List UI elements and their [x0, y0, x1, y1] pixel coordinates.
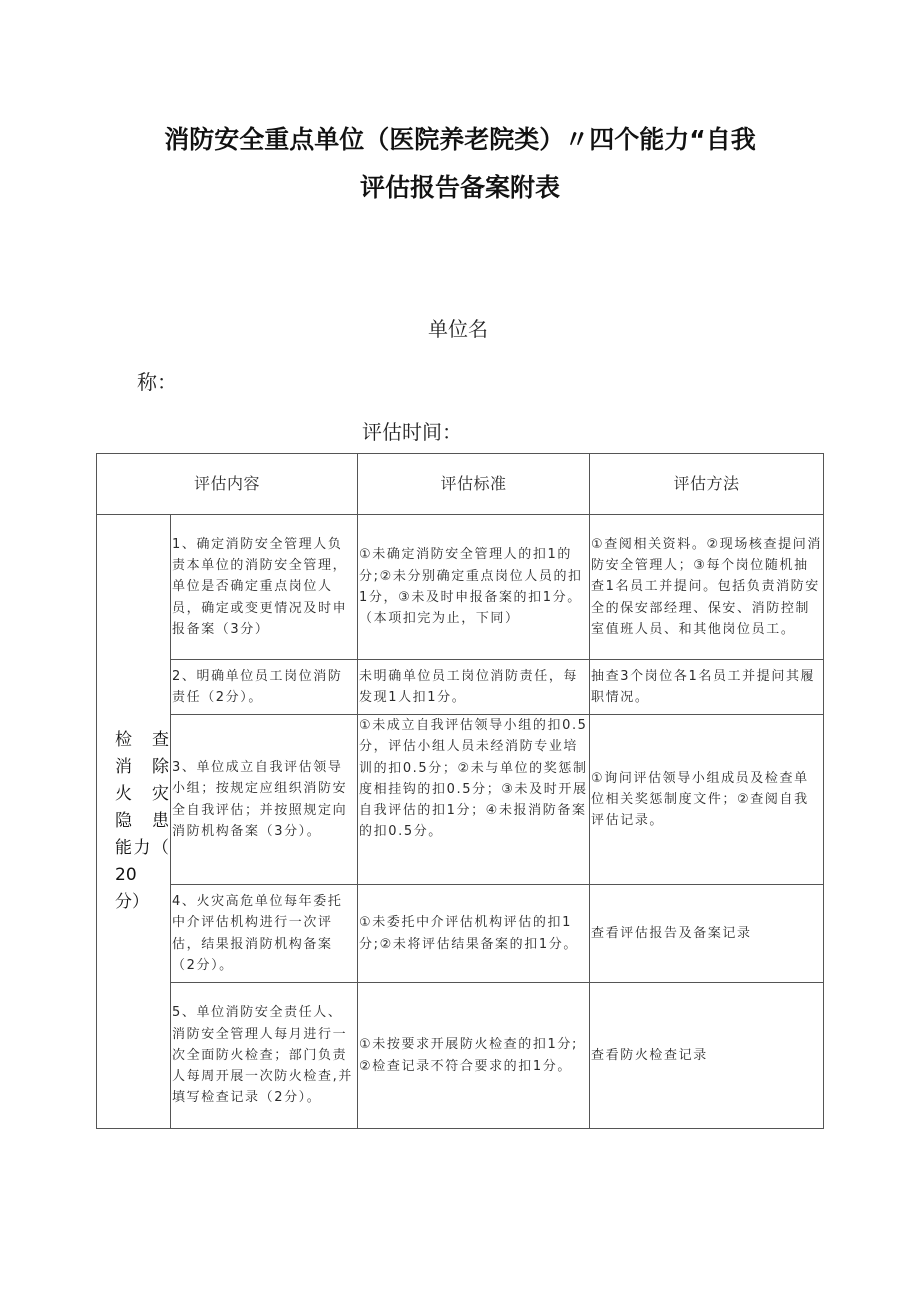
category-line: 消 除 — [115, 757, 169, 777]
category-line: 火 灾 — [115, 784, 169, 804]
unit-name-label-continued: 称： — [137, 370, 177, 394]
row-content: 1、确定消防安全管理人负责本单位的消防安全管理，单位是否确定重点岗位人员，确定或变更情况及时申报备案（3分） — [171, 515, 358, 660]
category-line: 能力（ — [115, 838, 169, 858]
row-method: 查看防火检查记录 — [590, 983, 824, 1129]
row-standard: ①未确定消防安全管理人的扣1的分;②未分别确定重点岗位人员的扣1分，③未及时申报备案的扣1分。（本项扣完为止，下同） — [358, 515, 590, 660]
table-row — [97, 885, 824, 983]
document-title-line1: 消防安全重点单位（医院养老院类）〃四个能力“自我 — [164, 125, 756, 154]
row-content: 5、单位消防安全责任人、消防安全管理人每月进行一次全面防火检查；部门负责人每周开展一次防火检查,并填写检查记录（2分）。 — [171, 983, 358, 1129]
row-standard: ①未成立自我评估领导小组的扣0.5分，评估小组人员未经消防专业培训的扣0.5分；②未与单位的奖惩制度相挂钩的扣0.5分；③未及时开展自我评估的扣1分；④未报消防备案的扣0.5分。 — [358, 715, 590, 885]
category-label — [115, 727, 169, 916]
header-method: 评估方法 — [590, 454, 824, 515]
category-line: 分） — [115, 892, 149, 912]
row-content: 3、单位成立自我评估领导小组；按规定应组织消防安全自我评估；并按照规定向消防机构备案（3分）。 — [171, 715, 358, 885]
category-line: 20 — [115, 865, 137, 885]
table-row — [97, 983, 824, 1129]
row-content: 2、明确单位员工岗位消防责任（2分）。 — [171, 660, 358, 715]
row-standard: ①未按要求开展防火检查的扣1分;②检查记录不符合要求的扣1分。 — [358, 983, 590, 1129]
assessment-table — [96, 453, 824, 1129]
row-method: 抽查3个岗位各1名员工并提问其履职情况。 — [590, 660, 824, 715]
header-content: 评估内容 — [97, 454, 358, 515]
row-method: 查看评估报告及备案记录 — [590, 885, 824, 983]
table-row — [97, 515, 824, 660]
table-header-row — [97, 454, 824, 515]
unit-name-label: 单位名 — [428, 317, 488, 341]
row-content: 4、火灾高危单位每年委托中介评估机构进行一次评估，结果报消防机构备案（2分）。 — [171, 885, 358, 983]
row-method: ①查阅相关资料。②现场核查提问消防安全管理人；③每个岗位随机抽查1名员工并提问。包括负责消防安全的保安部经理、保安、消防控制室值班人员、和其他岗位员工。 — [590, 515, 824, 660]
category-line: 检 查 — [115, 730, 169, 750]
eval-time-label: 评估时间： — [362, 420, 462, 444]
document-title-line2: 评估报告备案附表 — [359, 173, 560, 202]
row-method: ①询问评估领导小组成员及检查单位相关奖惩制度文件；②查阅自我评估记录。 — [590, 715, 824, 885]
table-row — [97, 660, 824, 715]
category-line: 隐 患 — [115, 811, 169, 831]
row-standard: ①未委托中介评估机构评估的扣1分;②未将评估结果备案的扣1分。 — [358, 885, 590, 983]
header-standard: 评估标准 — [358, 454, 590, 515]
category-cell — [97, 515, 171, 1129]
row-standard: 未明确单位员工岗位消防责任，每发现1人扣1分。 — [358, 660, 590, 715]
table-row — [97, 715, 824, 885]
